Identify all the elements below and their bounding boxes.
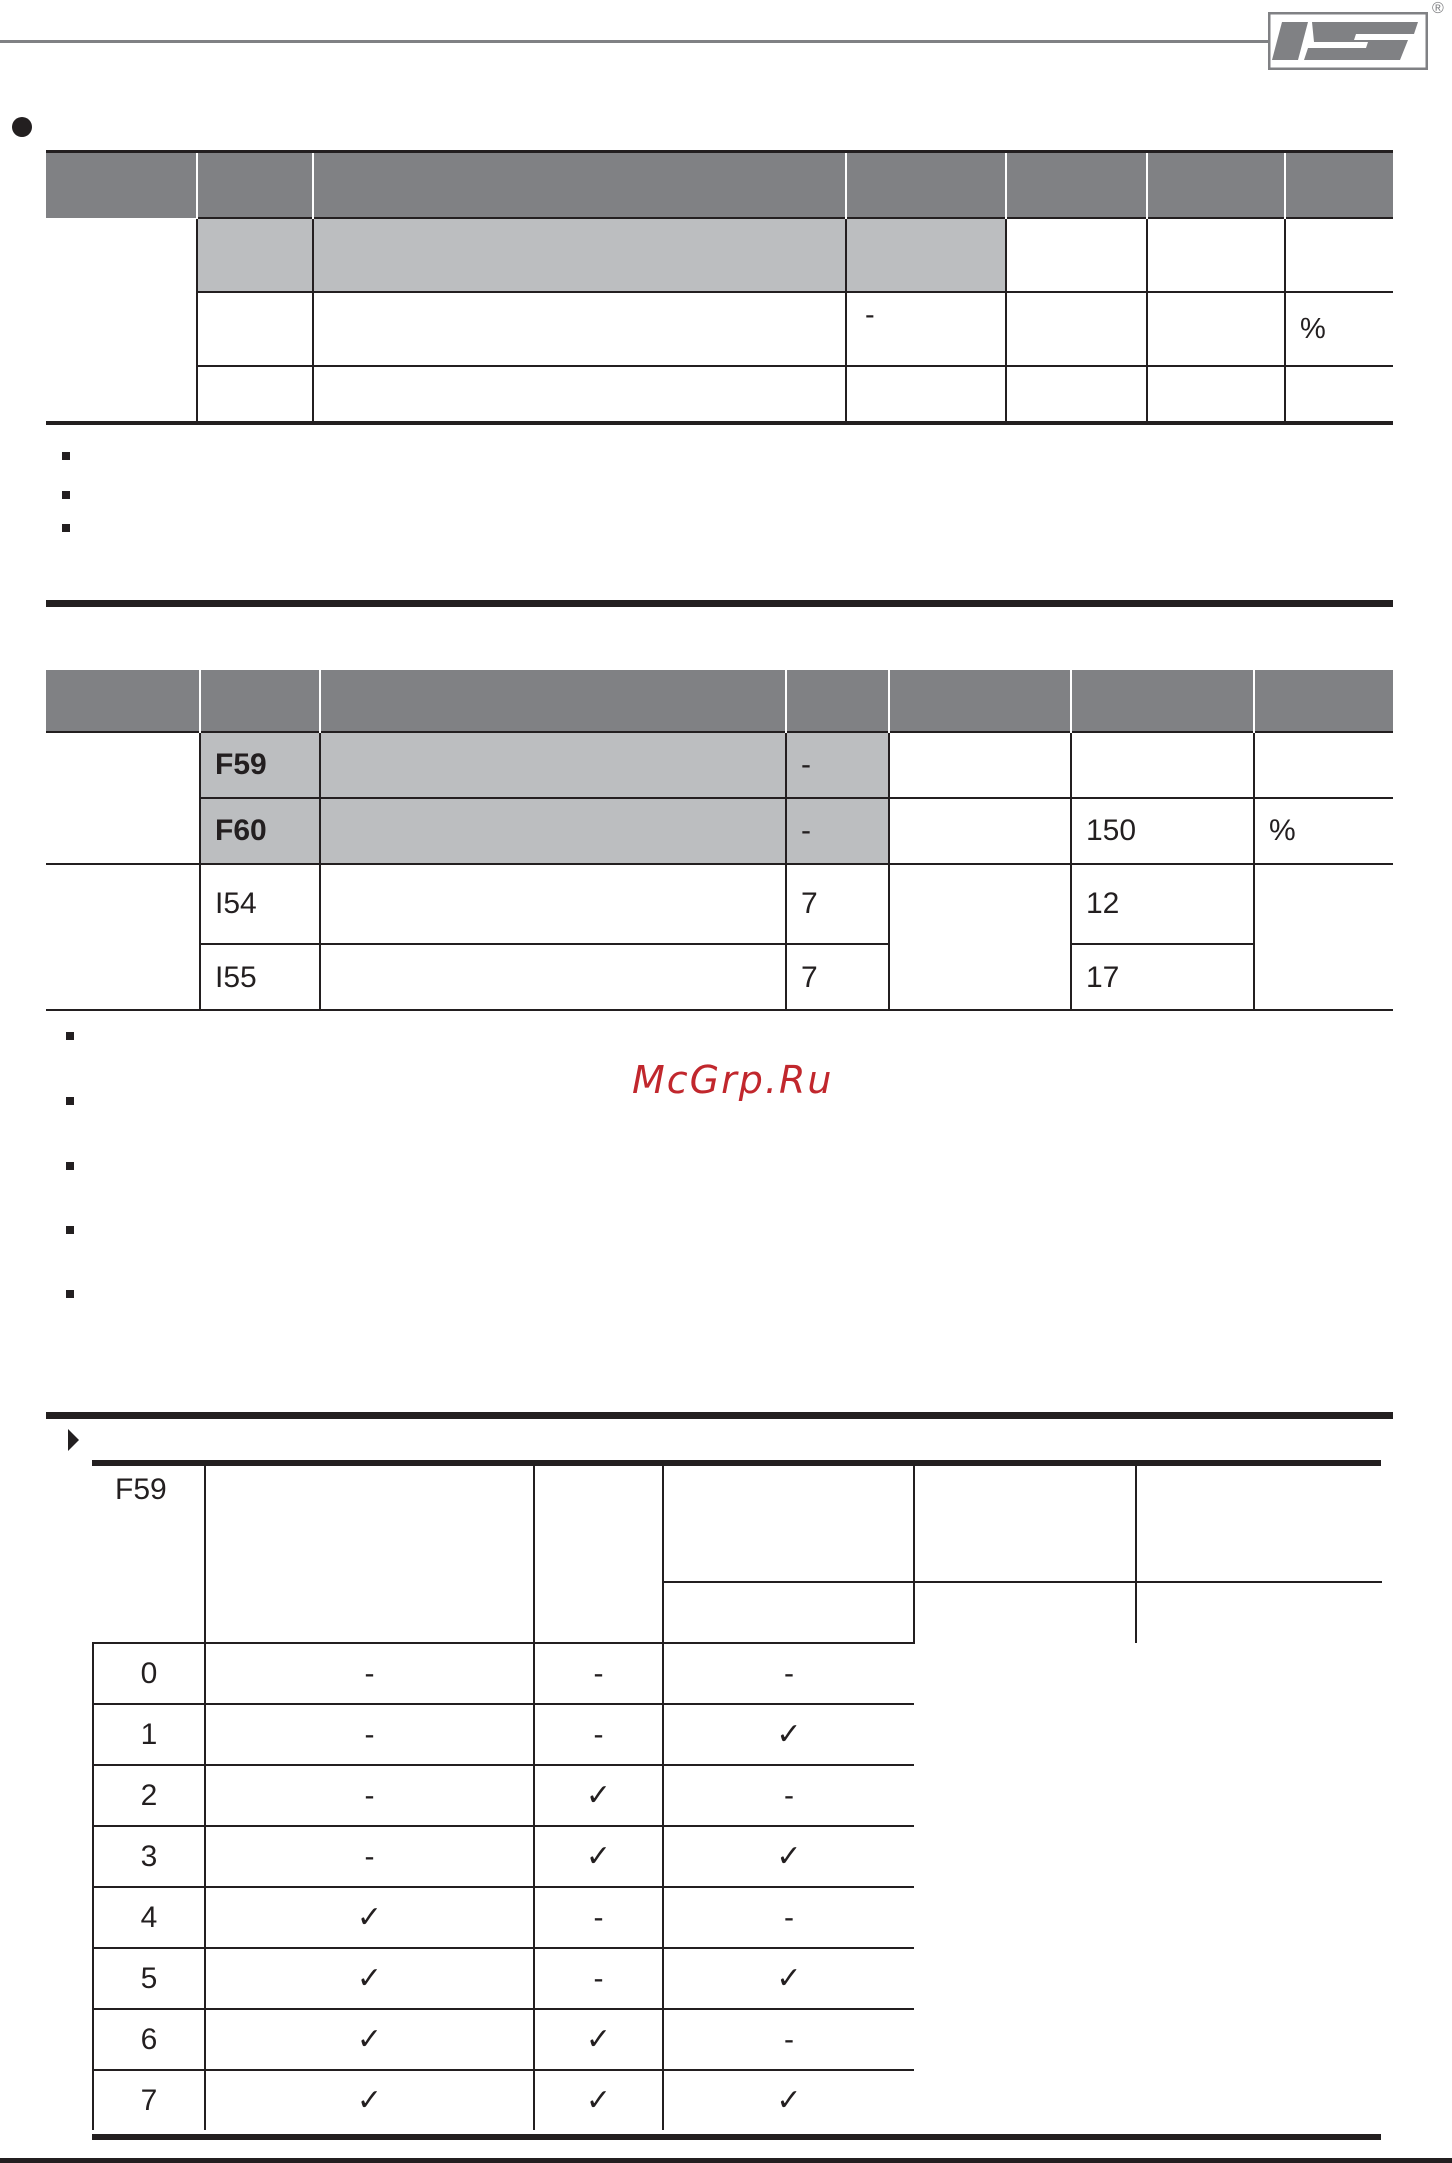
code-cell: F59 bbox=[200, 732, 320, 798]
function-flag-cell: ✓ bbox=[534, 2070, 663, 2130]
code-cell bbox=[197, 292, 313, 366]
default-cell: - bbox=[786, 798, 889, 864]
table3-bottom-rule bbox=[92, 2134, 1381, 2140]
function-flag-cell: - bbox=[534, 1948, 663, 2009]
function-flag-cell: ✓ bbox=[205, 1887, 534, 1948]
brand-logo bbox=[1268, 12, 1428, 70]
function-flag-cell: - bbox=[205, 1826, 534, 1887]
name-cell bbox=[313, 292, 846, 366]
default-cell: - bbox=[846, 292, 1006, 366]
table-row bbox=[93, 2070, 1382, 2130]
unit-cell bbox=[1254, 732, 1393, 798]
table-row bbox=[46, 798, 1393, 864]
setting-value-cell: 6 bbox=[93, 2009, 205, 2070]
table2-bottom-rule bbox=[46, 1009, 1393, 1011]
cell bbox=[1006, 218, 1147, 292]
table-row bbox=[93, 1643, 1382, 1704]
note-bullet bbox=[66, 1226, 74, 1234]
code-cell: I55 bbox=[200, 944, 320, 1010]
note-bullet bbox=[62, 491, 70, 499]
function-flag-cell: - bbox=[663, 1643, 914, 1704]
function-flag-cell: - bbox=[534, 1704, 663, 1765]
subheader-cell bbox=[663, 1582, 914, 1643]
cell bbox=[889, 864, 1071, 1010]
max-cell: 150 bbox=[1071, 798, 1254, 864]
function-flag-cell: ✓ bbox=[534, 1826, 663, 1887]
setting-value-cell: 5 bbox=[93, 1948, 205, 2009]
function-flag-cell: - bbox=[663, 1765, 914, 1826]
function-flag-cell: - bbox=[663, 2009, 914, 2070]
header-cell bbox=[200, 670, 320, 732]
default-cell: 7 bbox=[786, 944, 889, 1010]
table-row bbox=[46, 864, 1393, 944]
header-cell bbox=[46, 153, 197, 218]
section-divider bbox=[46, 1412, 1393, 1419]
header-cell bbox=[1285, 153, 1393, 218]
setting-value-cell: 3 bbox=[93, 1826, 205, 1887]
function-flag-cell: ✓ bbox=[205, 1948, 534, 2009]
unit-cell: % bbox=[1254, 798, 1393, 864]
header-cell bbox=[320, 670, 786, 732]
group-cell bbox=[46, 218, 197, 422]
section-divider bbox=[46, 600, 1393, 607]
brand-logo-mark bbox=[1268, 12, 1428, 70]
unit-cell: % bbox=[1285, 292, 1393, 366]
unit-cell bbox=[1285, 366, 1393, 422]
cell bbox=[889, 798, 1071, 864]
name-cell bbox=[320, 732, 786, 798]
function-flag-cell: ✓ bbox=[534, 1765, 663, 1826]
table-row bbox=[93, 1465, 1382, 1582]
table-header-row bbox=[46, 670, 1393, 732]
function-flag-cell: ✓ bbox=[663, 1826, 914, 1887]
header-cell bbox=[663, 1465, 914, 1582]
function-flag-cell: ✓ bbox=[534, 2009, 663, 2070]
default-cell: 7 bbox=[786, 864, 889, 944]
default-cell: - bbox=[786, 732, 889, 798]
header-cell bbox=[197, 153, 313, 218]
code-cell bbox=[197, 218, 313, 292]
table-row bbox=[93, 1765, 1382, 1826]
table-row bbox=[93, 2009, 1382, 2070]
function-flag-cell: ✓ bbox=[663, 1704, 914, 1765]
parameter-table-1 bbox=[46, 153, 1393, 422]
name-cell bbox=[313, 218, 846, 292]
unit-cell bbox=[1285, 218, 1393, 292]
name-cell bbox=[320, 944, 786, 1010]
header-cell bbox=[914, 1465, 1136, 1582]
section-bullet bbox=[12, 117, 32, 137]
header-cell bbox=[786, 670, 889, 732]
function-flag-cell: - bbox=[534, 1887, 663, 1948]
max-cell: 12 bbox=[1071, 864, 1254, 944]
setting-value-cell: 4 bbox=[93, 1887, 205, 1948]
name-cell bbox=[320, 798, 786, 864]
subheader-cell bbox=[1136, 1582, 1382, 1643]
table-row bbox=[93, 1887, 1382, 1948]
note-bullet bbox=[66, 1290, 74, 1298]
header-cell bbox=[1006, 153, 1147, 218]
header-cell bbox=[313, 153, 846, 218]
setting-value-cell: 1 bbox=[93, 1704, 205, 1765]
setting-value-cell: 2 bbox=[93, 1765, 205, 1826]
header-cell bbox=[889, 670, 1071, 732]
header-cell bbox=[46, 670, 200, 732]
table-row bbox=[46, 366, 1393, 422]
default-cell bbox=[846, 218, 1006, 292]
page-bottom-rule bbox=[0, 2158, 1452, 2163]
description-cell bbox=[205, 1465, 534, 1643]
name-cell bbox=[320, 864, 786, 944]
setting-header-cell bbox=[534, 1465, 663, 1643]
table-row bbox=[46, 944, 1393, 1010]
cell bbox=[889, 732, 1071, 798]
setting-value-cell: 7 bbox=[93, 2070, 205, 2130]
function-flag-cell: - bbox=[663, 1887, 914, 1948]
triangle-bullet-icon bbox=[68, 1429, 79, 1451]
table-row bbox=[93, 1826, 1382, 1887]
code-cell: I54 bbox=[200, 864, 320, 944]
header-cell bbox=[846, 153, 1006, 218]
table-row bbox=[46, 292, 1393, 366]
group-cell bbox=[46, 864, 200, 1010]
subheader-cell bbox=[914, 1582, 1136, 1643]
cell bbox=[1006, 366, 1147, 422]
header-rule bbox=[0, 40, 1270, 43]
header-cell bbox=[1071, 670, 1254, 732]
cell bbox=[1147, 366, 1285, 422]
function-flag-cell: ✓ bbox=[663, 2070, 914, 2130]
code-cell bbox=[197, 366, 313, 422]
f59-setting-table bbox=[92, 1465, 1382, 2130]
function-flag-cell: - bbox=[205, 1643, 534, 1704]
code-cell: F60 bbox=[200, 798, 320, 864]
note-bullet bbox=[66, 1162, 74, 1170]
function-flag-cell: - bbox=[534, 1643, 663, 1704]
table-header-row bbox=[46, 153, 1393, 218]
code-cell: F59 bbox=[115, 1473, 167, 1506]
note-bullet bbox=[66, 1032, 74, 1040]
header-cell bbox=[1136, 1465, 1382, 1582]
table-row bbox=[46, 732, 1393, 798]
table-row bbox=[93, 1948, 1382, 2009]
parameter-table-2 bbox=[46, 670, 1393, 1010]
default-cell bbox=[846, 366, 1006, 422]
name-cell bbox=[313, 366, 846, 422]
cell bbox=[1006, 292, 1147, 366]
header-cell bbox=[1254, 670, 1393, 732]
note-bullet bbox=[66, 1097, 74, 1105]
unit-cell bbox=[1254, 864, 1393, 1010]
header-cell bbox=[1147, 153, 1285, 218]
table-row bbox=[46, 218, 1393, 292]
registered-mark: ® bbox=[1432, 0, 1444, 17]
note-bullet bbox=[62, 524, 70, 532]
setting-value-cell: 0 bbox=[93, 1643, 205, 1704]
function-flag-cell: ✓ bbox=[205, 2009, 534, 2070]
max-cell: 17 bbox=[1071, 944, 1254, 1010]
group-cell bbox=[46, 732, 200, 864]
table-row bbox=[93, 1704, 1382, 1765]
max-cell bbox=[1071, 732, 1254, 798]
watermark: McGrp.Ru bbox=[632, 1058, 834, 1102]
function-flag-cell: - bbox=[205, 1765, 534, 1826]
function-flag-cell: ✓ bbox=[663, 1948, 914, 2009]
note-bullet bbox=[62, 452, 70, 460]
cell bbox=[1147, 218, 1285, 292]
function-flag-cell: - bbox=[205, 1704, 534, 1765]
function-flag-cell: ✓ bbox=[205, 2070, 534, 2130]
table1-bottom-rule bbox=[46, 421, 1393, 425]
cell bbox=[1147, 292, 1285, 366]
